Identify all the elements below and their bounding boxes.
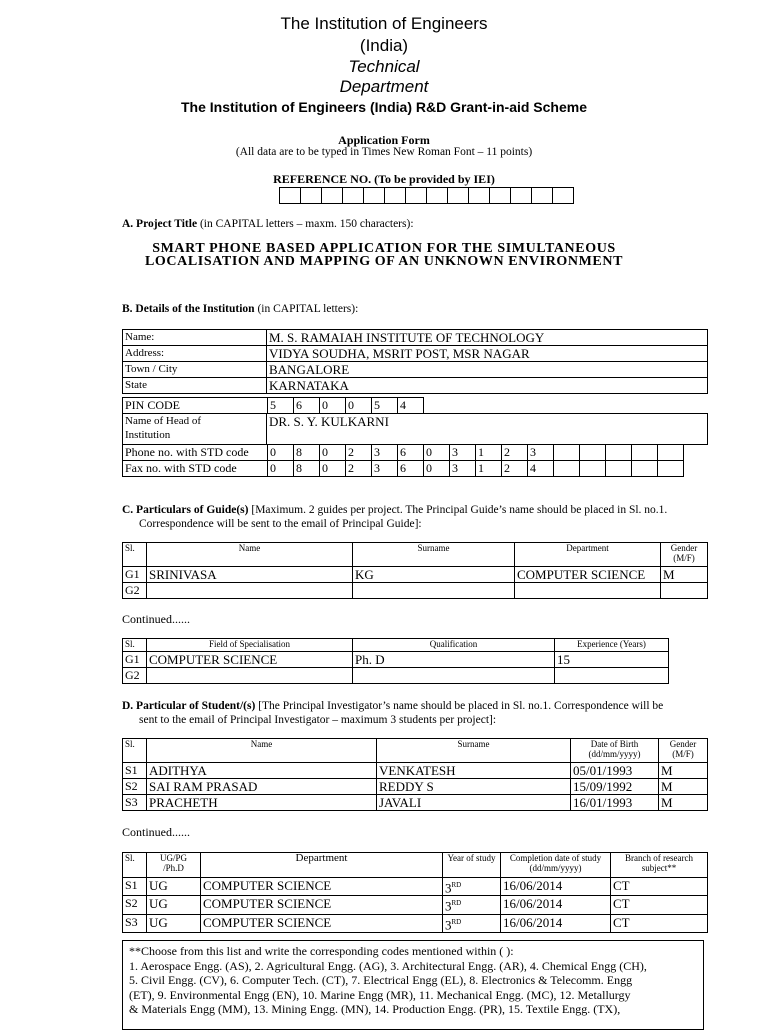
phone-digit[interactable]: 8: [294, 445, 320, 461]
branch-note-line4: & Materials Engg (MM), 13. Mining Engg. (MN), 14. Production Engg. (PR), 15. Textile Engg. (TX),: [129, 1002, 621, 1016]
guide-qualification[interactable]: [353, 668, 555, 684]
student-year[interactable]: [443, 896, 501, 914]
institution-state[interactable]: KARNATAKA: [267, 378, 708, 394]
institution-address[interactable]: VIDYA SOUDHA, MSRIT POST, MSR NAGAR: [267, 346, 708, 362]
fax-digit[interactable]: 4: [528, 461, 554, 477]
head-of-institution-table: [122, 413, 708, 445]
guide-sl: G2: [123, 583, 147, 599]
guide-surname[interactable]: KG: [353, 567, 515, 583]
student-sl: S1: [123, 763, 147, 779]
section-a-label: A. Project Title: [122, 218, 198, 230]
fax-digit[interactable]: 0: [424, 461, 450, 477]
phone-row: [122, 444, 684, 477]
fax-digit[interactable]: [606, 461, 632, 477]
col-gender: Gender (M/F): [661, 543, 708, 567]
students-table: [122, 738, 708, 811]
col-surname: Surname: [377, 739, 571, 763]
ref-box[interactable]: [301, 188, 322, 204]
section-d-label: D. Particular of Student/(s): [122, 700, 256, 712]
section-b-heading: [122, 303, 358, 315]
section-d-note-2: sent to the email of Principal Investigator – maximum 3 students per project]:: [139, 714, 497, 726]
fax-digit[interactable]: 0: [268, 461, 294, 477]
col-completion: Completion date of study (dd/mm/yyyy): [501, 853, 611, 878]
branch-code-note: [122, 940, 704, 1030]
student-department[interactable]: COMPUTER SCIENCE: [201, 896, 443, 914]
student-year[interactable]: [443, 878, 501, 896]
phone-digit[interactable]: [658, 445, 684, 461]
student-department[interactable]: COMPUTER SCIENCE: [201, 914, 443, 932]
phone-digit[interactable]: [606, 445, 632, 461]
guide-experience[interactable]: 15: [555, 652, 669, 668]
branch-note-line3: (ET), 9. Environmental Engg (EN), 10. Marine Engg (MR), 11. Mechanical Engg. (MC), 12. Metallurgy: [129, 987, 631, 1002]
head-label: [123, 414, 267, 445]
fax-digit[interactable]: 1: [476, 461, 502, 477]
col-branch: Branch of research subject**: [611, 853, 708, 878]
student-sl: S1: [123, 878, 147, 896]
col-sl: Sl.: [123, 543, 147, 567]
student-dob[interactable]: 05/01/1993: [571, 763, 659, 779]
org-title: The Institution of Engineers: [280, 14, 488, 33]
student-dob[interactable]: 15/09/1992: [571, 779, 659, 795]
student-sl: S2: [123, 779, 147, 795]
phone-digit[interactable]: 0: [268, 445, 294, 461]
fax-digit[interactable]: 8: [294, 461, 320, 477]
dept-line1: Technical: [348, 57, 420, 76]
student-gender[interactable]: M: [659, 763, 708, 779]
year-suffix: RD: [451, 881, 462, 889]
student-name[interactable]: PRACHETH: [147, 795, 377, 811]
year-number: 3: [445, 916, 452, 932]
pin-label: PIN CODE: [123, 398, 268, 414]
dept-line2: Department: [339, 77, 429, 96]
col-dob: Date of Birth (dd/mm/yyyy): [571, 739, 659, 763]
guide-qualification[interactable]: Ph. D: [353, 652, 555, 668]
fax-label: Fax no. with STD code: [123, 461, 268, 477]
guide-name[interactable]: SRINIVASA: [147, 567, 353, 583]
ref-box[interactable]: [385, 188, 406, 204]
fax-digit[interactable]: 2: [346, 461, 372, 477]
ref-box[interactable]: [490, 188, 511, 204]
guide-sl: G1: [123, 567, 147, 583]
phone-digit[interactable]: 1: [476, 445, 502, 461]
head-of-institution[interactable]: DR. S. Y. KULKARNI: [267, 414, 708, 445]
pin-digit[interactable]: 0: [346, 398, 372, 414]
fax-digit[interactable]: [658, 461, 684, 477]
col-department: Department: [515, 543, 661, 567]
phone-digit[interactable]: 2: [502, 445, 528, 461]
section-c-label: C. Particulars of Guide(s): [122, 504, 249, 516]
fax-digit[interactable]: 0: [320, 461, 346, 477]
phone-digit[interactable]: [580, 445, 606, 461]
student-year[interactable]: [443, 914, 501, 932]
col-specialisation: Field of Specialisation: [147, 639, 353, 652]
fax-digit[interactable]: 3: [450, 461, 476, 477]
reference-number-boxes[interactable]: [279, 187, 574, 204]
student-surname[interactable]: VENKATESH: [377, 763, 571, 779]
reference-label: REFERENCE NO. (To be provided by IEI): [273, 172, 495, 186]
section-c-note-2: Correspondence will be sent to the email of Principal Guide]:: [139, 518, 422, 530]
branch-note-line2: 5. Civil Engg. (CV), 6. Computer Tech. (CT), 7. Electrical Engg (EL), 8. Electronics & Telecomm. Engg: [129, 973, 633, 987]
guide-experience[interactable]: [555, 668, 669, 684]
student-level[interactable]: UG: [147, 896, 201, 914]
address-label: Address:: [123, 346, 267, 362]
section-a-note: (in CAPITAL letters – maxm. 150 characters):: [197, 218, 414, 230]
fax-digit[interactable]: [554, 461, 580, 477]
guide-specialisation[interactable]: [147, 668, 353, 684]
section-c-note-1: [Maximum. 2 guides per project. The Principal Guide’s name should be placed in Sl. no.1.: [248, 504, 668, 516]
pin-digit[interactable]: 6: [294, 398, 320, 414]
col-gender: Gender (M/F): [659, 739, 708, 763]
ref-box[interactable]: [364, 188, 385, 204]
col-experience: Experience (Years): [555, 639, 669, 652]
ref-box[interactable]: [511, 188, 532, 204]
student-level[interactable]: UG: [147, 878, 201, 896]
continued-label-c: Continued......: [122, 612, 190, 626]
form-note: (All data are to be typed in Times New Roman Font – 11 points): [235, 146, 533, 158]
col-name: Name: [147, 739, 377, 763]
ref-box[interactable]: [280, 188, 301, 204]
org-country: (India): [359, 36, 409, 55]
form-title: Application Form: [338, 133, 430, 147]
section-a-heading: [122, 218, 414, 230]
student-department[interactable]: COMPUTER SCIENCE: [201, 878, 443, 896]
ref-box[interactable]: [532, 188, 553, 204]
phone-digit[interactable]: 2: [346, 445, 372, 461]
branch-note-intro: **Choose from this list and write the corresponding codes mentioned within ( ):: [129, 944, 514, 958]
student-sl: S3: [123, 914, 147, 932]
guide-name[interactable]: [147, 583, 353, 599]
student-gender[interactable]: M: [659, 779, 708, 795]
ref-box[interactable]: [406, 188, 427, 204]
fax-digit[interactable]: 6: [398, 461, 424, 477]
col-department: Department: [201, 853, 443, 878]
guides-table-continued: [122, 638, 669, 684]
col-name: Name: [147, 543, 353, 567]
ref-box[interactable]: [322, 188, 343, 204]
phone-digit[interactable]: 3: [528, 445, 554, 461]
pin-code-row: [122, 397, 424, 414]
phone-digit[interactable]: 3: [372, 445, 398, 461]
guide-sl: G1: [123, 652, 147, 668]
fax-digit[interactable]: [632, 461, 658, 477]
col-sl: Sl.: [123, 739, 147, 763]
guide-sl: G2: [123, 668, 147, 684]
student-gender[interactable]: M: [659, 795, 708, 811]
ref-box[interactable]: [448, 188, 469, 204]
pin-digit[interactable]: 4: [398, 398, 424, 414]
student-sl: S3: [123, 795, 147, 811]
ref-box[interactable]: [469, 188, 490, 204]
guide-department[interactable]: [515, 583, 661, 599]
phone-digit[interactable]: 6: [398, 445, 424, 461]
fax-digit[interactable]: 3: [372, 461, 398, 477]
ref-box[interactable]: [553, 188, 574, 204]
phone-digit[interactable]: [554, 445, 580, 461]
year-number: 3: [445, 898, 452, 914]
student-level[interactable]: UG: [147, 914, 201, 932]
pin-digit[interactable]: 0: [320, 398, 346, 414]
col-qualification: Qualification: [353, 639, 555, 652]
fax-digit[interactable]: [580, 461, 606, 477]
guide-gender[interactable]: [661, 583, 708, 599]
phone-digit[interactable]: 0: [320, 445, 346, 461]
guide-gender[interactable]: M: [661, 567, 708, 583]
student-branch[interactable]: CT: [611, 914, 708, 932]
ref-box[interactable]: [343, 188, 364, 204]
section-b-label: B. Details of the Institution: [122, 303, 255, 315]
student-dob[interactable]: 16/01/1993: [571, 795, 659, 811]
student-completion[interactable]: 16/06/2014: [501, 896, 611, 914]
col-level: UG/PG /Ph.D: [147, 853, 201, 878]
year-suffix: RD: [451, 917, 462, 926]
section-b-note: (in CAPITAL letters):: [254, 303, 359, 315]
name-label: Name:: [123, 330, 267, 346]
institution-table: [122, 329, 708, 394]
pin-digit[interactable]: 5: [268, 398, 294, 414]
phone-digit[interactable]: 3: [450, 445, 476, 461]
institution-name[interactable]: M. S. RAMAIAH INSTITUTE OF TECHNOLOGY: [267, 330, 708, 346]
pin-digit[interactable]: 5: [372, 398, 398, 414]
students-table-continued: [122, 852, 708, 933]
town-label: Town / City: [123, 362, 267, 378]
continued-label-d: Continued......: [122, 825, 190, 839]
phone-label: Phone no. with STD code: [123, 445, 268, 461]
student-completion[interactable]: 16/06/2014: [501, 878, 611, 896]
guide-surname[interactable]: [353, 583, 515, 599]
col-year: Year of study: [443, 853, 501, 878]
student-sl: S2: [123, 896, 147, 914]
student-name[interactable]: SAI RAM PRASAD: [147, 779, 377, 795]
col-sl: Sl.: [123, 639, 147, 652]
project-title-line1: SMART PHONE BASED APPLICATION FOR THE SIMULTANEOUS: [152, 241, 616, 256]
phone-digit[interactable]: [632, 445, 658, 461]
section-d-heading: [122, 699, 663, 713]
state-label: State: [123, 378, 267, 394]
head-label-line2: Institution: [125, 429, 171, 441]
year-number: 3: [445, 880, 452, 896]
year-suffix: RD: [451, 899, 462, 908]
col-surname: Surname: [353, 543, 515, 567]
student-surname[interactable]: JAVALI: [377, 795, 571, 811]
branch-note-line1: 1. Aerospace Engg. (AS), 2. Agricultural Engg. (AG), 3. Architectural Engg. (AR), 4. Chemical Engg (CH),: [129, 958, 647, 973]
guides-table: [122, 542, 708, 599]
phone-digit[interactable]: 0: [424, 445, 450, 461]
institution-town[interactable]: BANGALORE: [267, 362, 708, 378]
student-name[interactable]: ADITHYA: [147, 763, 377, 779]
col-sl: Sl.: [123, 853, 147, 878]
ref-box[interactable]: [427, 188, 448, 204]
scheme-title: The Institution of Engineers (India) R&D Grant-in-aid Scheme: [180, 99, 588, 115]
student-completion[interactable]: 16/06/2014: [501, 914, 611, 932]
student-branch[interactable]: CT: [611, 878, 708, 896]
guide-specialisation[interactable]: COMPUTER SCIENCE: [147, 652, 353, 668]
guide-department[interactable]: COMPUTER SCIENCE: [515, 567, 661, 583]
student-branch[interactable]: CT: [611, 896, 708, 914]
student-surname[interactable]: REDDY S: [377, 779, 571, 795]
head-label-line1: Name of Head of: [125, 415, 202, 427]
section-c-heading: [122, 503, 667, 517]
section-d-note-1: [The Principal Investigator’s name should be placed in Sl. no.1. Correspondence will be: [255, 700, 664, 712]
project-title-line2: LOCALISATION AND MAPPING OF AN UNKNOWN ENVIRONMENT: [144, 254, 624, 269]
fax-digit[interactable]: 2: [502, 461, 528, 477]
